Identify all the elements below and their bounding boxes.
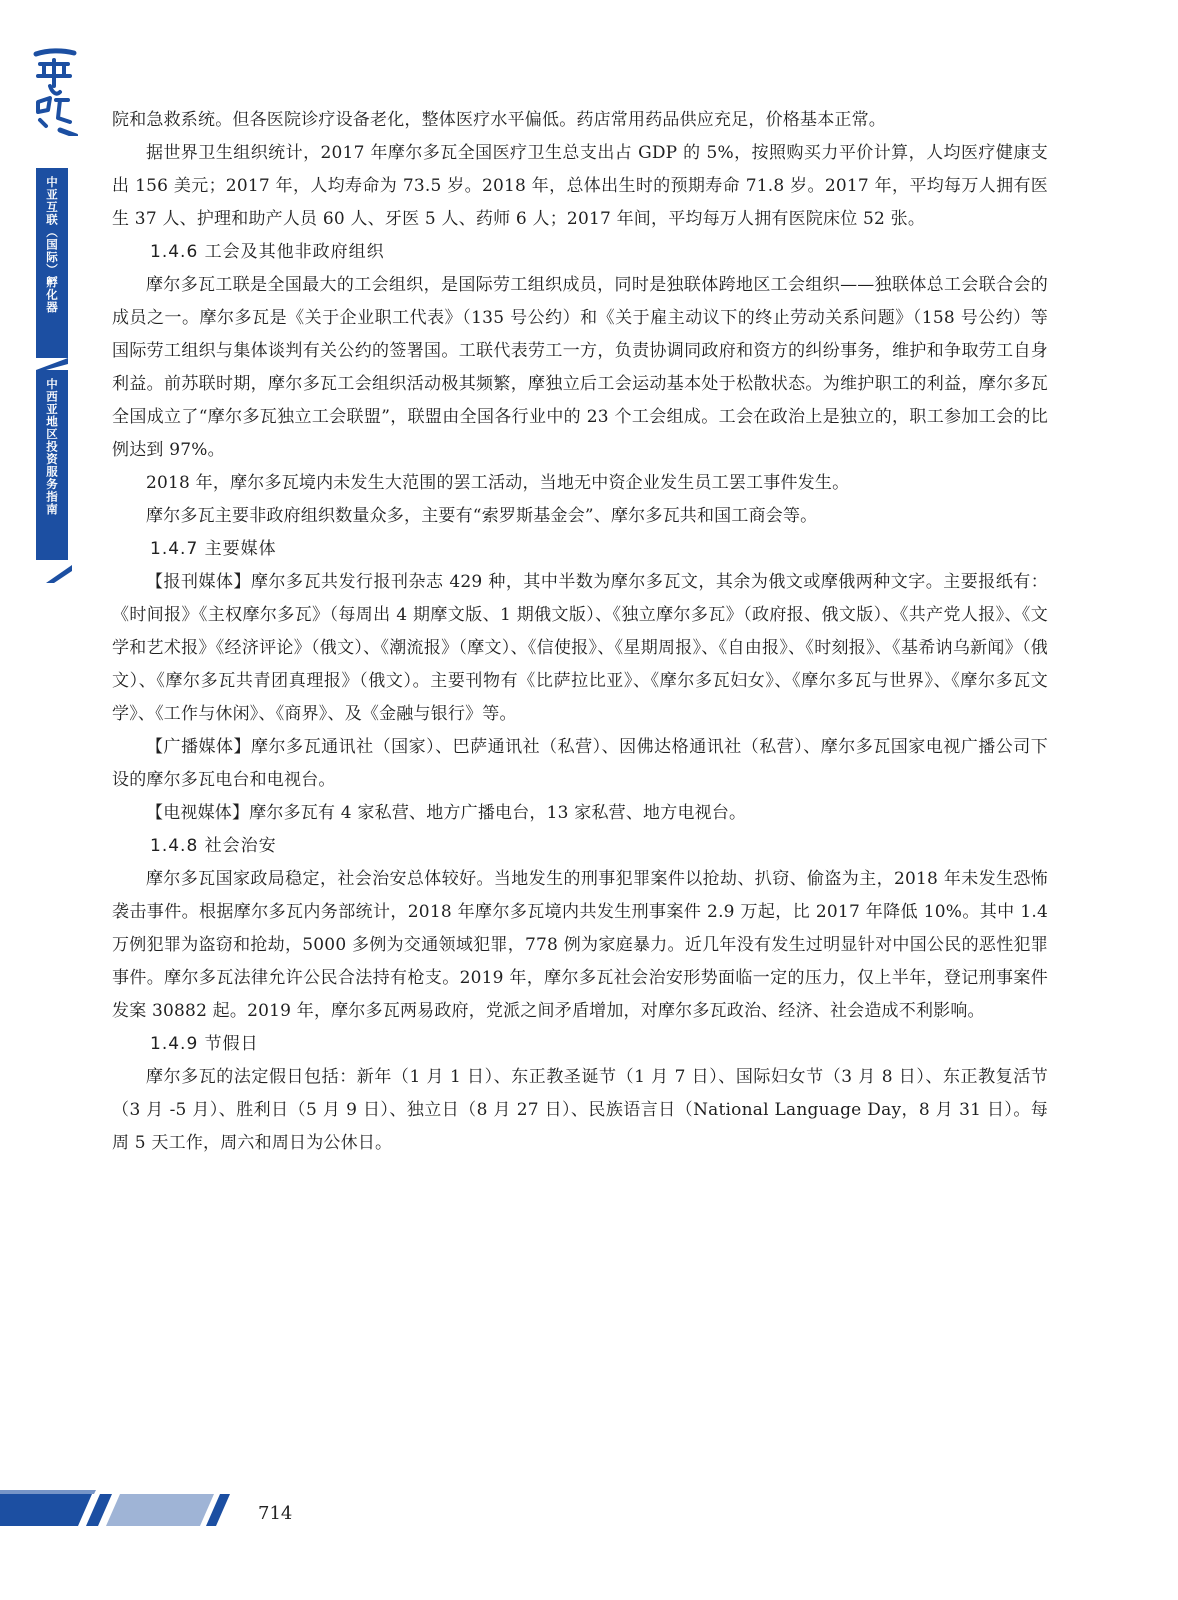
incubator-label: 中亚互联（国际）孵化器 (45, 176, 59, 314)
heading-1-4-8: 1.4.8 社会治安 (150, 836, 277, 856)
tag-print-media: 【报刊媒体】 (146, 572, 251, 592)
paragraph-public-security: 摩尔多瓦国家政局稳定，社会治安总体较好。当地发生的刑事犯罪案件以抢劫、扒窃、偷盗为主，2018 年未发生恐怖袭击事件。根据摩尔多瓦内务部统计，2018 年摩尔多瓦境内共发生刑事案件 2.9 万起，比 2017 年降低 10%。其中 1.4 万例犯罪为盗窃和抢劫，5000 多例为交通领域犯罪，778 例为家庭暴力。近几年没有发生过明显针对中国公民的恶性犯罪事件。摩尔多瓦法律允许公民合法持有枪支。2019 年，摩尔多瓦社会治安形势面临一定的压力，仅上半年，登记刑事案件发案 30882 起。2019 年，摩尔多瓦两易政府，党派之间矛盾增加，对摩尔多瓦政治、经济、社会造成不利影响。 (112, 869, 1048, 1021)
footer-stripes (0, 1486, 260, 1530)
belt-road-logo (30, 46, 78, 136)
paragraph-medical-intro: 院和急救系统。但各医院诊疗设备老化，整体医疗水平偏低。药店常用药品供应充足，价格基本正常。 (112, 110, 886, 130)
paragraph-radio-media (112, 731, 1048, 797)
footer-decoration (0, 1486, 260, 1530)
paragraph-who-stats: 据世界卫生组织统计，2017 年摩尔多瓦全国医疗卫生总支出占 GDP 的 5%，按照购买力平价计算，人均医疗健康支出 156 美元；2017 年，人均寿命为 73.5 岁。2018 年，总体出生时的预期寿命 71.8 岁。2017 年，平均每万人拥有医生 37 人、护理和助产人员 60 人、牙医 5 人、药师 6 人；2017 年间，平均每万人拥有医院床位 52 张。 (112, 143, 1048, 229)
sidebar-block-top (36, 168, 68, 358)
sidebar-block-bottom (36, 370, 68, 560)
print-media-text: 摩尔多瓦共发行报刊杂志 429 种，其中半数为摩尔多瓦文，其余为俄文或摩俄两种文字。主要报纸有：《时间报》《主权摩尔多瓦》（每周出 4 期摩文版、1 期俄文版）、《独立摩尔多瓦》（政府报、俄文版）、《共产党人报》、《文学和艺术报》《经济评论》（俄文）、《潮流报》（摩文）、《信使报》、《星期周报》、《自由报》、《时刻报》、《基希讷乌新闻》（俄文）、《摩尔多瓦共青团真理报》（俄文）。主要刊物有《比萨拉比亚》、《摩尔多瓦妇女》、《摩尔多瓦与世界》、《摩尔多瓦文学》、《工作与休闲》、《商界》、及《金融与银行》等。 (112, 572, 1048, 724)
sidebar (0, 0, 80, 600)
guide-label: 中西亚地区投资服务指南 (45, 378, 59, 516)
paragraph-print-media (112, 566, 1048, 731)
paragraph-trade-unions: 摩尔多瓦工联是全国最大的工会组织，是国际劳工组织成员，同时是独联体跨地区工会组织——独联体总工会联合会的成员之一。摩尔多瓦是《关于企业职工代表》（135 号公约）和《关于雇主动议下的终止劳动关系问题》（158 号公约）等国际劳工组织与集体谈判有关公约的签署国。工联代表劳工一方，负责协调同政府和资方的纠纷事务，维护和争取劳工自身利益。前苏联时期，摩尔多瓦工会组织活动极其频繁，摩独立后工会运动基本处于松散状态。为维护职工的利益，摩尔多瓦全国成立了“摩尔多瓦独立工会联盟”，联盟由全国各行业中的 23 个工会组成。工会在政治上是独立的，职工参加工会的比例达到 97%。 (112, 275, 1048, 460)
sidebar-gap (36, 358, 68, 370)
paragraph-holidays: 摩尔多瓦的法定假日包括：新年（1 月 1 日）、东正教圣诞节（1 月 7 日）、国际妇女节（3 月 8 日）、东正教复活节（3 月 -5 月）、胜利日（5 月 9 日）、独立日（8 月 27 日）、民族语言日（National Language Day，8 月 31 日）。每周 5 天工作，周六和周日为公休日。 (112, 1067, 1048, 1153)
radio-media-text: 摩尔多瓦通讯社（国家）、巴萨通讯社（私营）、因佛达格通讯社（私营）、摩尔多瓦国家电视广播公司下设的摩尔多瓦电台和电视台。 (112, 737, 1049, 790)
tag-tv-media: 【电视媒体】 (146, 803, 250, 823)
paragraph-tv-media (112, 797, 1048, 830)
heading-1-4-6: 1.4.6 工会及其他非政府组织 (150, 242, 385, 262)
sidebar-brand-bar (36, 168, 68, 560)
heading-1-4-9: 1.4.9 节假日 (150, 1034, 259, 1054)
belt-road-logo-graphic (30, 46, 78, 136)
paragraph-strikes: 2018 年，摩尔多瓦境内未发生大范围的罢工活动，当地无中资企业发生员工罢工事件发生。 (146, 473, 850, 493)
heading-1-4-7: 1.4.7 主要媒体 (150, 539, 277, 559)
tag-radio-media: 【广播媒体】 (146, 737, 252, 757)
paragraph-ngos: 摩尔多瓦主要非政府组织数量众多，主要有“索罗斯基金会”、摩尔多瓦共和国工商会等。 (146, 506, 818, 526)
main-content (112, 104, 1048, 1160)
page-number: 714 (258, 1503, 293, 1524)
sidebar-divider-stripe (36, 358, 68, 370)
tv-media-text: 摩尔多瓦有 4 家私营、地方广播电台，13 家私营、地方电视台。 (249, 803, 747, 823)
sidebar-end-stripe (46, 565, 72, 583)
